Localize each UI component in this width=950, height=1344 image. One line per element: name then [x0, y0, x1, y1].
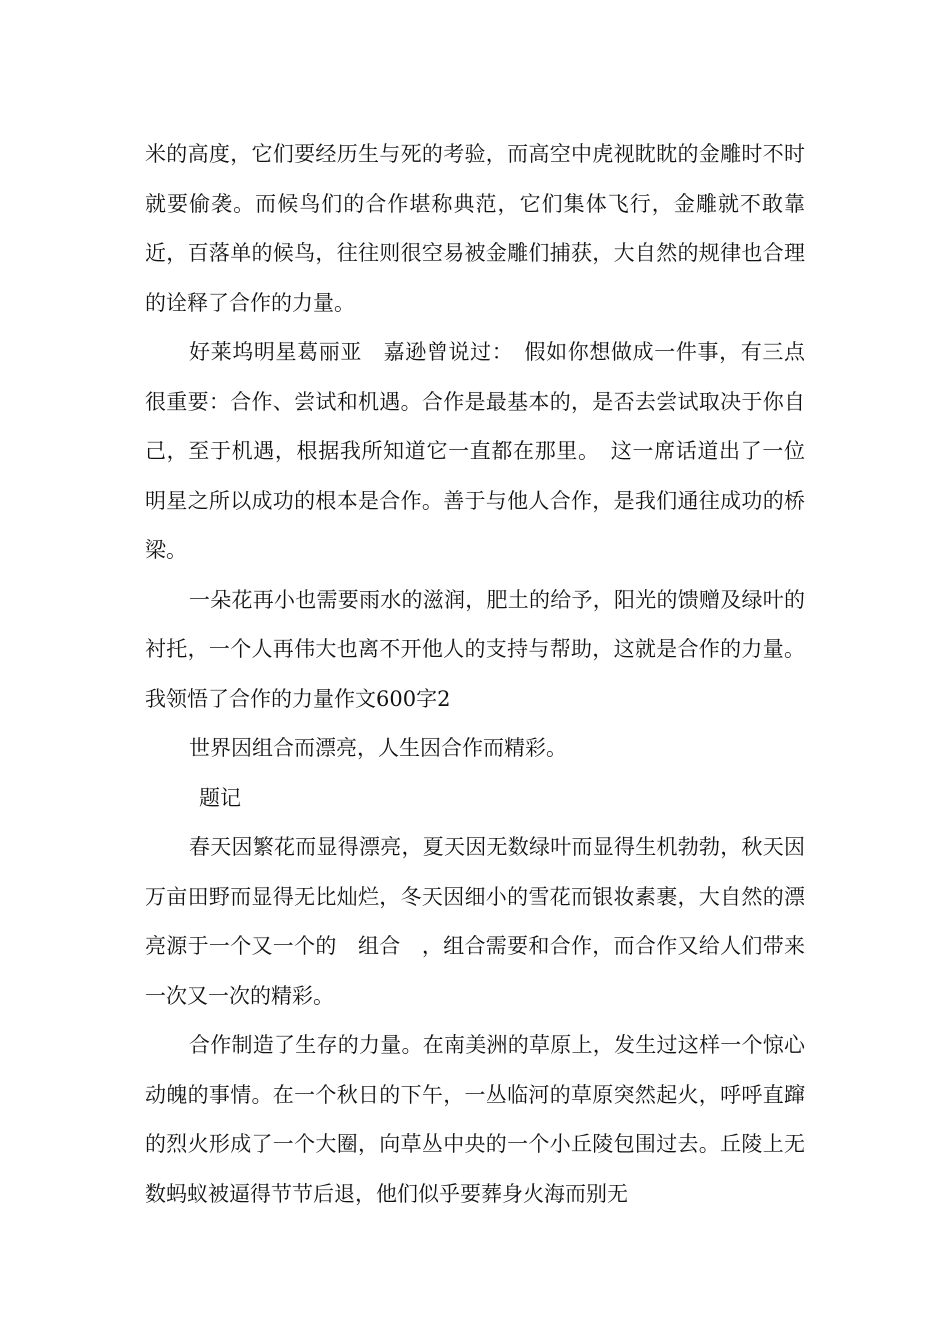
epigraph-note: 题记: [199, 785, 241, 810]
paragraph-7: 合作制造了生存的力量。在南美洲的草原上，发生过这样一个惊心动魄的事情。在一个秋日的下午，一丛临河的草原突然起火，呼呼直蹿的烈火形成了一个大圈，向草丛中央的一个小丘陵包围过去。丘陵上无数蚂蚁被逼得节节后退，他们似乎要葬身火海而别无: [145, 1033, 805, 1206]
document-body: [145, 130, 805, 1219]
paragraph-4: 世界因组合而漂亮，人生因合作而精彩。: [189, 736, 567, 760]
paragraph-6: 春天因繁花而显得漂亮，夏天因无数绿叶而显得生机勃勃，秋天因万亩田野而显得无比灿烂，冬天因细小的雪花而银妆素裹，大自然的漂亮源于一个又一个的 组合 ，组合需要和合作，而合作又给人们带来一次又一次的精彩。: [145, 835, 805, 1008]
paragraph-3: 一朵花再小也需要雨水的滋润，肥土的给予，阳光的馈赠及绿叶的衬托，一个人再伟大也离不开他人的支持与帮助，这就是合作的力量。我领悟了合作的力量作文600字2: [145, 587, 805, 711]
paragraph-1: 米的高度，它们要经历生与死的考验，而高空中虎视眈眈的金雕时不时就要偷袭。而候鸟们的合作堪称典范，它们集体飞行，金雕就不敢靠近，百落单的候鸟，往往则很空易被金雕们捕获，大自然的规律也合理的诠释了合作的力量。: [145, 142, 805, 315]
paragraph-2: 好莱坞明星葛丽亚 嘉逊曾说过： 假如你想做成一件事，有三点很重要：合作、尝试和机遇。合作是最基本的，是否去尝试取决于你自己，至于机遇，根据我所知道它一直都在那里。 这一席话道出了一位明星之所以成功的根本是合作。善于与他人合作，是我们通往成功的桥梁。: [145, 340, 805, 562]
